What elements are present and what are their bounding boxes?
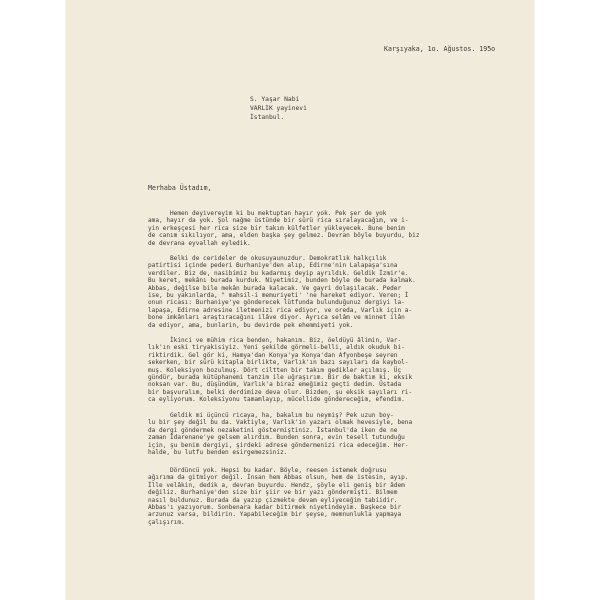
body-line: de devrana eyvallah eyledik. (148, 239, 251, 247)
body-line: sekerken, bir sürü kitapla birlikte, Varlık'ın bazı sayıları da kaybol- (148, 359, 409, 367)
body-line: verdiler. Biz de, nasibimiz bu kadarmış deyip ayrıldık. Geldik İzmir'e. (148, 269, 409, 277)
body-line: noksan var. Bu, düşündüm, Varlık'a biraz emeğimiz geçti dedim. Üstada (148, 381, 402, 389)
body-line: lık'ın eski tiryakisiyiz. Yeni şekilde görmeli-belli, aldık okuduk bi- (148, 344, 405, 352)
body-line: ise, bu yakınlarda, " mahsil-i memuriyeti' 'ne hareket ediyor. Veren; İ (148, 292, 409, 299)
body-line: Geldik mi üçüncü ricaya, ha, bakalım bu neymiş? Pek uzun boy- (148, 412, 394, 419)
body-line: lapaşa, Edirne adresine iletmenizi rica ediyor, ve oreda, Varlık için a- (148, 306, 413, 314)
body-line: lu bir şey değil bu da. Vaktiyle, Varlık'in yazarı olmak hevesiyle, bena (148, 419, 413, 427)
date-line: Karşıyaka, 1o. Ağustos. 195o (384, 45, 496, 53)
recipient-city: İstanbul. (250, 114, 285, 121)
body-line: ca eyliyorum. Koleksiyonu tamamlayıp, mücellide göndereceğim, efendim. (148, 396, 405, 404)
body-line: da dergi göndermek nezaketini göstermiştiniz. İstanbul'da iken de ne (148, 426, 398, 434)
body-line: Bu keret, mekânı burada kurduk. Niyetimiz, bunden böyle de burada kalmak. (148, 277, 416, 285)
body-line: çalışırım. (148, 518, 185, 526)
body-line: değiliz. Burhaniye'den size bir şiir ve bir yazı göndermişti. Bilmem (148, 489, 398, 497)
body-line: onun ricası: Burhaniye'ye gönderecek lütfunda bulunduğunuz dergiyi la- (148, 299, 405, 307)
body-line: halde, bu lutfu benden esirgemezsiniz. (148, 449, 288, 456)
body-line: yin erkeşçesi her rica size bir takım külfetler yükleyecek. Bune benim (148, 224, 405, 232)
body-line: Hemen deyivereyim ki bu mektuptan hayır yok. Pek şer de yok (148, 210, 387, 217)
body-line: için, şu benim dergiyi, şirdeki adrese göndermenizi rica edeceğim. Her- (148, 441, 409, 449)
body-line: ağırıma da gitmiyor değil. İnsan hem Abbas olsun, hem de istesin, ayıp. (148, 474, 409, 482)
body-line: İkinci ve mühim rica benden, hakanım. Biz, öeldüyü âlimin, Var- (148, 337, 402, 344)
body-line: ama, hayır da yok. Şol nağme üstünde bir sürü rica sıralayacağım, ve i- (148, 217, 409, 225)
body-line: Dördüncü yok. Hepsi bu kadar. Böyle, reesen istemek doğrusu (148, 467, 387, 474)
body-line: patirtisi içinde pederi Burhaniye'den alıp, Edirne'nin Lalapaşa'sına (148, 262, 398, 270)
body-line: riktirdik. Gel gör ki, Hamya'dan Konya'ya Konya'dan Afyonbeşe seyren (148, 351, 398, 359)
body-line: Belki de cerideler de okusuyaunuzdur. Demokratlık halkçılık (148, 255, 387, 262)
greeting: Merhaba Üstadım, (148, 184, 212, 192)
body-line: İlle velâkin, dedik a, devran buyurdu. Hendz, şöyle eli geniş bir âdem (148, 481, 405, 489)
body-line: arzunuz varsa, bildirin. Yapabileceğim bir şeyse, memnunlukla yapmaya (148, 511, 402, 519)
recipient-company: VARLIK yayinevi (250, 105, 307, 112)
body-line: muş. Koleksiyon bozulmuş. Dört ciltten bir takım gedikler açılmış. Üç (148, 366, 402, 374)
body-line: nasıl buldunuz. Burada da yazıp çizmekte devam eyliyeceğim tabiidir. (148, 496, 398, 504)
body-line: Abbas, değilse bile mekân burada kalacak. Ve gayri dolaşılacak. Peder (148, 284, 402, 292)
body-line: gündür, burada kütüphanemi tanzim ile uğraşırım. Bir de baktım ki, eksik (148, 374, 413, 381)
letter-sheet (66, 0, 534, 600)
body-line: de canım sıkılıyor, ama, elden başka şey gelmez. Devran böyle buyurdu, biz (148, 232, 420, 240)
recipient-name: S. Yaşar Nabi (250, 96, 300, 103)
body-line: bir başvuralım, belki derdimize deva olur. Bizden, şu eksik sayıları ri- (148, 388, 413, 396)
body-line: bone imkânları araştıracağını ilâve diyor. Ayrıca selâm ve minnet ilân (148, 314, 405, 322)
body-line: zaman İdarenane'ye gelsem alırdım. Bunden sonra, evin tesell tutunduğu (148, 434, 405, 442)
body-line: da ediyor, ama, bunlarin, bu devirde pek ehemmiyeti yok. (148, 321, 354, 329)
body-line: Abbas'ı yazıyorum. Sonbenara kadar bitirmek niyetindeyim. Başkece bir (148, 504, 402, 511)
